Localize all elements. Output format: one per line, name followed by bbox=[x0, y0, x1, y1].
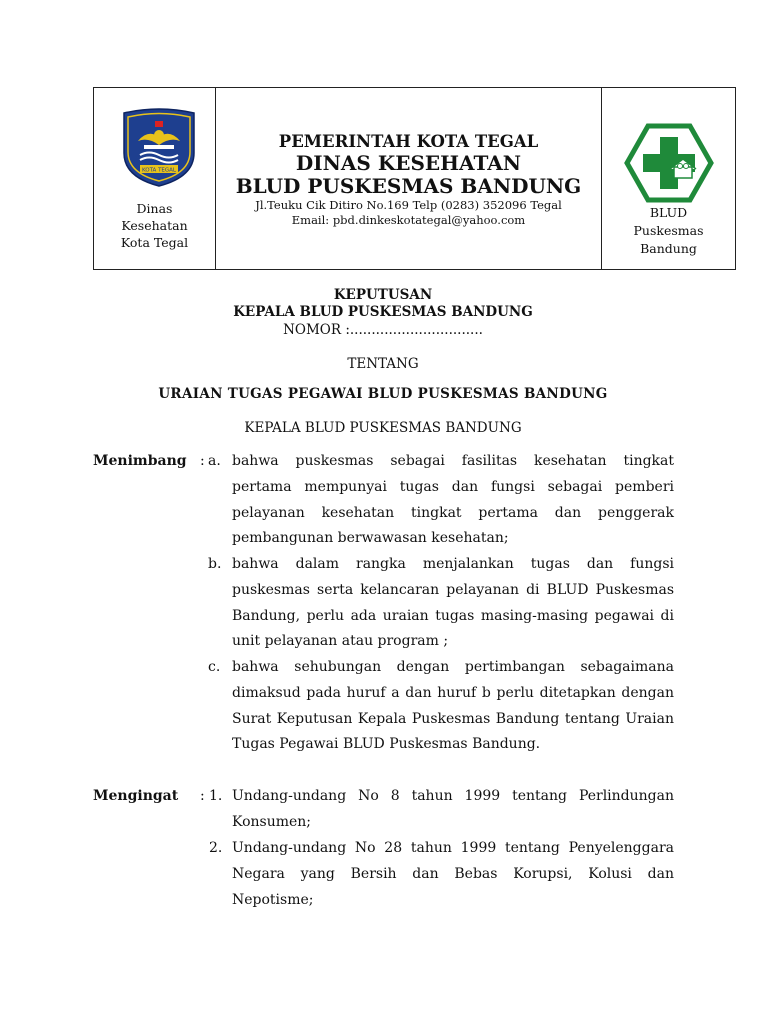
right-caption bbox=[602, 204, 735, 258]
menimbang-marker: a. bbox=[208, 453, 221, 469]
kota-tegal-crest-icon bbox=[118, 107, 200, 187]
letterhead-left-cell bbox=[94, 88, 216, 269]
decree-about-label: TENTANG bbox=[347, 356, 419, 372]
government-name: PEMERINTAH KOTA TEGAL bbox=[278, 132, 539, 151]
mengingat-item-text: Undang-undang No 28 tahun 1999 tentang Penyelenggara Negara yang Bersih dan Bebas Korupsi, Kolusi dan Nepotisme; bbox=[232, 840, 674, 908]
department-name: DINAS KESEHATAN bbox=[295, 151, 522, 175]
right-caption-line: Bandung bbox=[640, 241, 697, 256]
menimbang-item-text: bahwa puskesmas sebagai fasilitas kesehatan tingkat pertama mempunyai tugas dan fungsi sebagai pemberi pelayanan kesehatan tingkat pertama dan penggerak pembangunan berwawasan kesehatan; bbox=[232, 453, 674, 547]
decree-issuer-repeat: KEPALA BLUD PUSKESMAS BANDUNG bbox=[244, 420, 522, 436]
menimbang-marker: c. bbox=[208, 659, 221, 675]
mengingat-colon: : bbox=[200, 788, 205, 804]
mengingat-marker: 1. bbox=[209, 788, 223, 804]
decree-title: KEPUTUSAN bbox=[333, 287, 433, 303]
address-line: Jl.Teuku Cik Ditiro No.169 Telp (0283) 352096 Tegal bbox=[255, 198, 562, 212]
left-caption-line: Dinas bbox=[136, 201, 173, 216]
letterhead bbox=[93, 87, 736, 270]
mengingat-marker: 2. bbox=[209, 840, 223, 856]
letterhead-center-cell bbox=[216, 88, 601, 269]
right-caption-line: Puskesmas bbox=[633, 223, 704, 238]
right-caption-line: BLUD bbox=[649, 205, 688, 220]
menimbang-marker: b. bbox=[208, 556, 222, 572]
menimbang-colon: : bbox=[200, 453, 205, 469]
decree-issuer: KEPALA BLUD PUSKESMAS BANDUNG bbox=[233, 304, 533, 320]
menimbang-item-text: bahwa sehubungan dengan pertimbangan sebagaimana dimaksud pada huruf a dan huruf b perlu ditetapkan dengan Surat Keputusan Kepala Puskesmas Bandung tentang Uraian Tugas Pegawai BLUD Puskesmas Bandung. bbox=[232, 659, 674, 753]
letterhead-right-cell bbox=[601, 88, 735, 269]
mengingat-item-text: Undang-undang No 8 tahun 1999 tentang Perlindungan Konsumen; bbox=[232, 788, 674, 830]
left-caption bbox=[94, 200, 215, 251]
puskesmas-cross-logo-icon bbox=[624, 123, 714, 203]
left-caption-line: Kesehatan bbox=[121, 218, 188, 233]
crest-banner-text: KOTA TEGAL bbox=[141, 167, 177, 174]
mengingat-label: Mengingat bbox=[93, 788, 179, 804]
email-line: Email: pbd.dinkeskotategal@yahoo.com bbox=[291, 213, 526, 227]
decree-subject: URAIAN TUGAS PEGAWAI BLUD PUSKESMAS BANDUNG bbox=[158, 386, 608, 402]
decree-number: NOMOR :............................... bbox=[283, 322, 483, 338]
left-caption-line: Kota Tegal bbox=[120, 235, 189, 250]
menimbang-item-text: bahwa dalam rangka menjalankan tugas dan fungsi puskesmas serta kelancaran pelayanan di BLUD Puskesmas Bandung, perlu ada uraian tugas masing-masing pegawai di unit pelayanan atau program ; bbox=[232, 556, 674, 650]
institution-name: BLUD PUSKESMAS BANDUNG bbox=[235, 174, 582, 198]
menimbang-label: Menimbang bbox=[93, 453, 187, 469]
